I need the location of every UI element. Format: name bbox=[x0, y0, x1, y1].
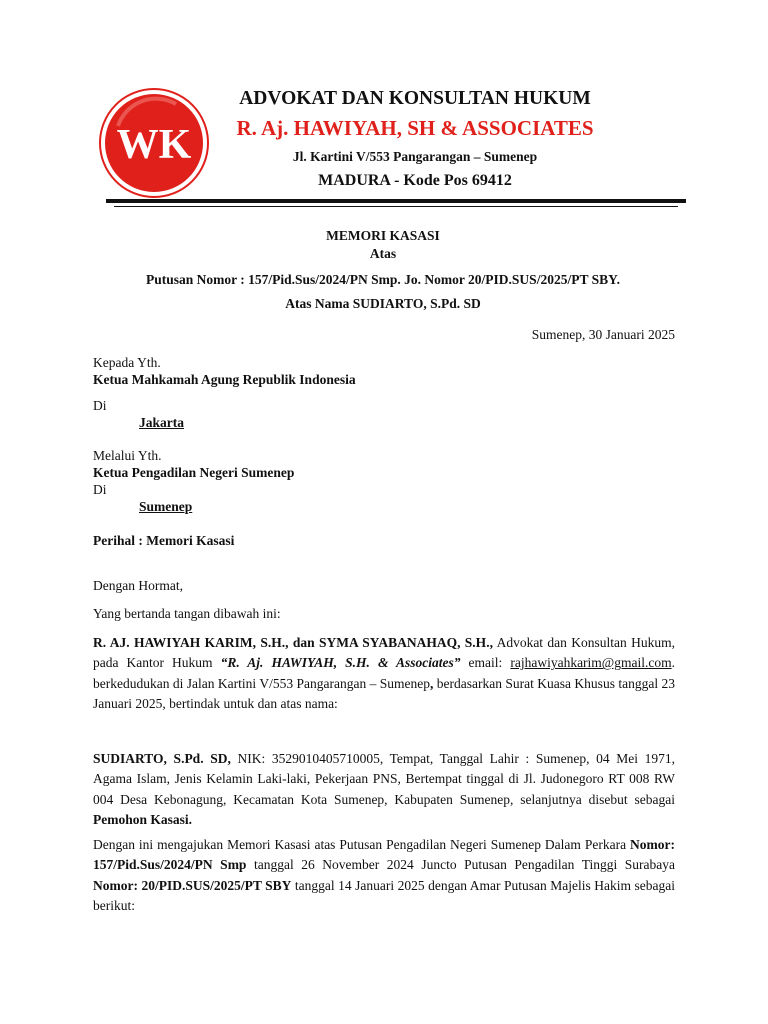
letterhead-region: MADURA - Kode Pos 69412 bbox=[318, 172, 512, 189]
letterhead-title: ADVOKAT DAN KONSULTAN HUKUM bbox=[239, 88, 591, 109]
firm-logo bbox=[96, 88, 212, 198]
paragraph-advocates: R. AJ. HAWIYAH KARIM, S.H., dan SYMA SYABANAHAQ, S.H., Advokat dan Konsultan Hukum, pada Kantor Hukum “R. Aj. HAWIYAH, S.H. & Associates” email: rajhawiyahkarim@gmail.com. berkedudukan di Jalan Kartini V/553 Pangarangan – Sumenep, berdasarkan Surat Kuasa Khusus tanggal 23 Januari 2025, bertindak untuk dan atas nama: bbox=[93, 635, 675, 711]
via-city: Sumenep bbox=[139, 499, 193, 514]
client-role: Pemohon Kasasi. bbox=[93, 811, 193, 827]
addressee-city: Jakarta bbox=[139, 415, 184, 430]
perihal: Perihal : Memori Kasasi bbox=[93, 533, 235, 548]
doc-atas-nama: Atas Nama SUDIARTO, S.Pd. SD bbox=[285, 296, 481, 311]
email-link[interactable]: rajhawiyahkarim@gmail.com bbox=[510, 655, 672, 671]
case-number-pt: Nomor: 20/PID.SUS/2025/PT SBY bbox=[93, 877, 292, 893]
logo-text: WK bbox=[116, 122, 192, 168]
intro-line: Yang bertanda tangan dibawah ini: bbox=[93, 606, 281, 621]
paragraph-client: SUDIARTO, S.Pd. SD, NIK: 3529010405710005, Tempat, Tanggal Lahir : Sumenep, 04 Mei 1971, Agama Islam, Jenis Kelamin Laki-laki, Pekerjaan PNS, Bertempat tinggal di Jl. Judonegoro RT 008 RW 004 Desa Kebonagung, Kecamatan Kota Sumenep, Kabupaten Sumenep, selanjutnya disebut sebagai Pemohon Kasasi. bbox=[93, 751, 675, 827]
doc-atas: Atas bbox=[369, 246, 397, 261]
via-recipient: Ketua Pengadilan Negeri Sumenep bbox=[93, 465, 295, 480]
addressee-di: Di bbox=[93, 398, 107, 413]
addressee-recipient: Ketua Mahkamah Agung Republik Indonesia bbox=[93, 372, 356, 387]
doc-putusan: Putusan Nomor : 157/Pid.Sus/2024/PN Smp. Jo. Nomor 20/PID.SUS/2025/PT SBY. bbox=[146, 272, 620, 287]
firm-name: “R. Aj. HAWIYAH, S.H. & Associates” bbox=[220, 655, 461, 671]
via-melalui: Melalui Yth. bbox=[93, 448, 162, 463]
letterhead-address: Jl. Kartini V/553 Pangarangan – Sumenep bbox=[292, 149, 538, 164]
case-number-pn: Nomor: 157/Pid.Sus/2024/PN Smp bbox=[93, 837, 675, 873]
client-name: SUDIARTO, S.Pd. SD, bbox=[93, 751, 231, 766]
letterhead-rule-thin bbox=[114, 206, 678, 207]
paragraph-submission: Dengan ini mengajukan Memori Kasasi atas Putusan Pengadilan Negeri Sumenep Dalam Perkara Nomor: 157/Pid.Sus/2024/PN Smp tanggal 26 November 2024 Juncto Putusan Pengadilan Tinggi Surabaya Nomor: 20/PID.SUS/2025/PT SBY tanggal 14 Januari 2025 dengan Amar Putusan Majelis Hakim sebagai berikut: bbox=[93, 837, 675, 913]
advocate-names: R. AJ. HAWIYAH KARIM, S.H., dan SYMA SYABANAHAQ, S.H., bbox=[93, 635, 493, 650]
letterhead-firm: R. Aj. HAWIYAH, SH & ASSOCIATES bbox=[236, 116, 594, 140]
via-di: Di bbox=[93, 482, 107, 497]
greeting: Dengan Hormat, bbox=[93, 578, 183, 593]
letter-date: Sumenep, 30 Januari 2025 bbox=[531, 327, 675, 342]
addressee-kepada: Kepada Yth. bbox=[93, 355, 161, 370]
letterhead-rule-thick bbox=[106, 199, 686, 203]
doc-title: MEMORI KASASI bbox=[326, 228, 440, 243]
